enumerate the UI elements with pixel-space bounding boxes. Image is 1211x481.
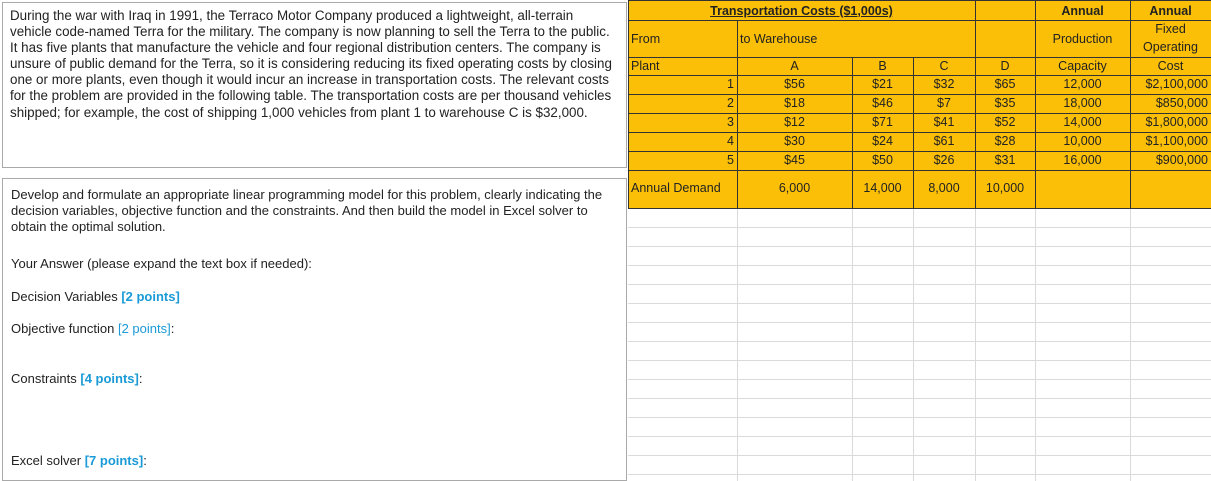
- operating-header: Operating: [1143, 40, 1198, 55]
- capacity-cell: 12,000: [1063, 77, 1102, 92]
- grid-line: [628, 303, 1211, 304]
- table-row-border: [628, 20, 1211, 21]
- answer-text-box[interactable]: [2, 178, 627, 481]
- grid-line: [628, 379, 1211, 380]
- warehouse-c-header: C: [939, 58, 949, 73]
- plant-number-cell: 2: [727, 96, 734, 111]
- table-row-border: [628, 57, 1211, 58]
- fixed-cost-cell: $900,000: [1155, 153, 1208, 168]
- transport-cost-cell: $46: [872, 96, 893, 111]
- objective-function-label: Objective function [2 points]:: [11, 321, 175, 336]
- cost-header: Cost: [1157, 58, 1184, 73]
- table-title: Transportation Costs ($1,000s): [710, 3, 893, 18]
- table-row-border: [628, 170, 1211, 171]
- transport-cost-cell: $26: [933, 153, 955, 168]
- warehouse-d-header: D: [1000, 58, 1010, 73]
- grid-line: [628, 455, 1211, 456]
- constraints-points: [4 points]: [80, 371, 139, 386]
- annual-demand-label: Annual Demand: [631, 181, 721, 196]
- demand-d: 10,000: [985, 181, 1025, 196]
- problem-statement-box: [2, 2, 627, 168]
- grid-column-line: [737, 208, 738, 481]
- table-outline: [628, 0, 1211, 209]
- grid-line: [628, 322, 1211, 323]
- transport-cost-cell: $30: [784, 134, 805, 149]
- transport-cost-cell: $45: [784, 153, 805, 168]
- transport-cost-cell: $28: [994, 134, 1016, 149]
- grid-column-line: [975, 208, 976, 481]
- grid-line: [628, 341, 1211, 342]
- transport-cost-cell: $50: [872, 153, 893, 168]
- demand-b: 14,000: [863, 181, 902, 196]
- plant-number-cell: 1: [727, 77, 734, 92]
- demand-c: 8,000: [928, 181, 960, 196]
- answer-prompt: Your Answer (please expand the text box if needed):: [11, 256, 312, 271]
- capacity-header: Capacity: [1058, 58, 1107, 73]
- transport-cost-cell: $24: [872, 134, 893, 149]
- problem-text: During the war with Iraq in 1991, the Terraco Motor Company produced a lightweight, all-terrain vehicle code-named Terra for the military. The company is now planning to sell the Terra to the public. It has five plants that manufacture the vehicle and four regional distribution centers. The company is unsure of public demand for the Terra, so it is considering reducing its fixed operating costs by closing one or more plants, even though it would incur an increase in transportation costs. The relevant costs for the problem are provided in the following table. The transportation costs are per thousand vehicles shipped; for example, the cost of shipping 1,000 vehicles from plant 1 to warehouse C is $32,000.: [10, 8, 612, 120]
- grid-line: [628, 360, 1211, 361]
- grid-column-line: [1035, 208, 1036, 481]
- annual-production-header: Annual: [1061, 3, 1104, 18]
- demand-a: 6,000: [778, 181, 811, 196]
- transport-cost-cell: $7: [937, 96, 951, 111]
- transport-cost-cell: $56: [784, 77, 805, 92]
- table-column-border: [1130, 0, 1131, 208]
- grid-line: [628, 474, 1211, 475]
- plant-number-cell: 4: [727, 134, 734, 149]
- fixed-cost-cell: $2,100,000: [1145, 77, 1208, 92]
- transport-cost-cell: $32: [933, 77, 955, 92]
- fixed-cost-cell: $1,100,000: [1145, 134, 1208, 149]
- table-column-border: [737, 20, 738, 208]
- transport-cost-cell: $52: [994, 115, 1016, 130]
- warehouse-a-header: A: [790, 58, 799, 73]
- capacity-cell: 16,000: [1063, 153, 1102, 168]
- table-column-border: [852, 57, 853, 208]
- table-column-border: [1035, 0, 1036, 208]
- grid-line: [628, 284, 1211, 285]
- objective-function-points: [2 points]: [117, 321, 171, 336]
- transport-cost-cell: $71: [872, 115, 893, 130]
- plant-number-cell: 3: [727, 115, 734, 130]
- grid-line: [628, 436, 1211, 437]
- transport-cost-cell: $41: [933, 115, 955, 130]
- transport-cost-cell: $61: [933, 134, 955, 149]
- transport-cost-cell: $31: [994, 153, 1016, 168]
- grid-column-line: [1130, 208, 1131, 481]
- grid-column-line: [852, 208, 853, 481]
- transport-cost-cell: $12: [784, 115, 805, 130]
- spreadsheet-table: [628, 0, 1211, 481]
- capacity-cell: 14,000: [1063, 115, 1102, 130]
- capacity-cell: 10,000: [1063, 134, 1102, 149]
- excel-solver-points: [7 points]: [84, 453, 144, 468]
- fixed-header: Fixed: [1155, 21, 1186, 36]
- transport-cost-cell: $21: [872, 77, 893, 92]
- task-instruction: Develop and formulate an appropriate linear programming model for this problem, clearly indicating the decision variables, objective function and the constraints. And then build the model in Excel solver to obtain the optimal solution.: [11, 187, 603, 234]
- grid-line: [628, 265, 1211, 266]
- transport-cost-cell: $18: [784, 96, 805, 111]
- production-header: Production: [1052, 31, 1113, 46]
- decision-variables-points: [2 points]: [121, 289, 180, 304]
- excel-solver-label: Excel solver [7 points]:: [11, 453, 147, 468]
- table-column-border: [975, 0, 976, 208]
- grid-line: [628, 417, 1211, 418]
- grid-line: [628, 246, 1211, 247]
- decision-variables-label: Decision Variables [2 points]: [11, 289, 180, 304]
- capacity-cell: 18,000: [1063, 96, 1102, 111]
- grid-column-line: [913, 208, 914, 481]
- grid-line: [628, 227, 1211, 228]
- plant-number-cell: 5: [727, 153, 734, 168]
- warehouse-b-header: B: [878, 58, 887, 73]
- constraints-label: Constraints [4 points]:: [11, 371, 143, 386]
- table-column-border: [913, 57, 914, 208]
- annual-fixed-header: Annual: [1149, 3, 1192, 18]
- grid-line: [628, 398, 1211, 399]
- transport-cost-cell: $65: [994, 77, 1016, 92]
- fixed-cost-cell: $1,800,000: [1145, 115, 1208, 130]
- from-header: From: [631, 31, 661, 46]
- to-warehouse-header: to Warehouse: [740, 31, 818, 46]
- plant-header: Plant: [631, 58, 660, 73]
- transport-cost-cell: $35: [994, 96, 1016, 111]
- fixed-cost-cell: $850,000: [1155, 96, 1208, 111]
